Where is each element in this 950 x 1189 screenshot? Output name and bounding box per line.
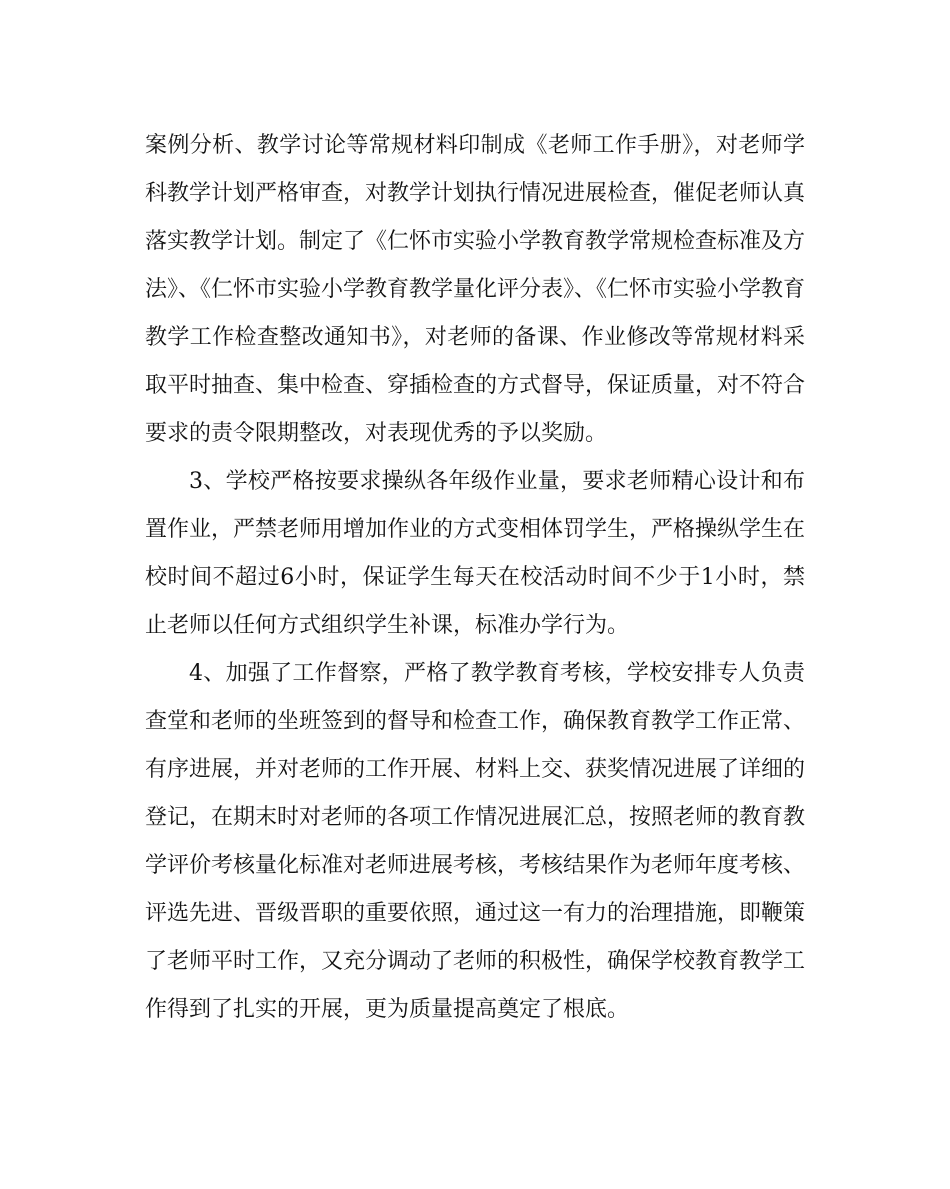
paragraph-1: 案例分析、教学讨论等常规材料印制成《老师工作手册》，对老师学科教学计划严格审查，对教学计划执行情况进展检查，催促老师认真落实教学计划。制定了《仁怀市实验小学教育教学常规检查标准及方法》、《仁怀市实验小学教育教学量化评分表》、《仁怀市实验小学教育教学工作检查整改通知书》，对老师的备课、作业修改等常规材料采取平时抽查、集中检查、穿插检查的方式督导，保证质量，对不符合要求的责令限期整改，对表现优秀的予以奖励。 <box>145 133 806 446</box>
paragraph-2: 3、学校严格按要求操纵各年级作业量，要求老师精心设计和布置作业，严禁老师用增加作业的方式变相体罚学生，严格操纵学生在校时间不超过6小时，保证学生每天在校活动时间不少于1小时，禁止老师以任何方式组织学生补课，标准办学行为。 <box>145 469 806 638</box>
paragraph-3: 4、加强了工作督察，严格了教学教育考核，学校安排专人负责查堂和老师的坐班签到的督导和检查工作，确保教育教学工作正常、有序进展，并对老师的工作开展、材料上交、获奖情况进展了详细的登记，在期末时对老师的各项工作情况进展汇总，按照老师的教育教学评价考核量化标准对老师进展考核，考核结果作为老师年度考核、评选先进、晋级晋职的重要依照，通过这一有力的治理措施，即鞭策了老师平时工作，又充分调动了老师的积极性，确保学校教育教学工作得到了扎实的开展，更为质量提高奠定了根底。 <box>145 661 806 1022</box>
document-body <box>145 122 805 1034</box>
